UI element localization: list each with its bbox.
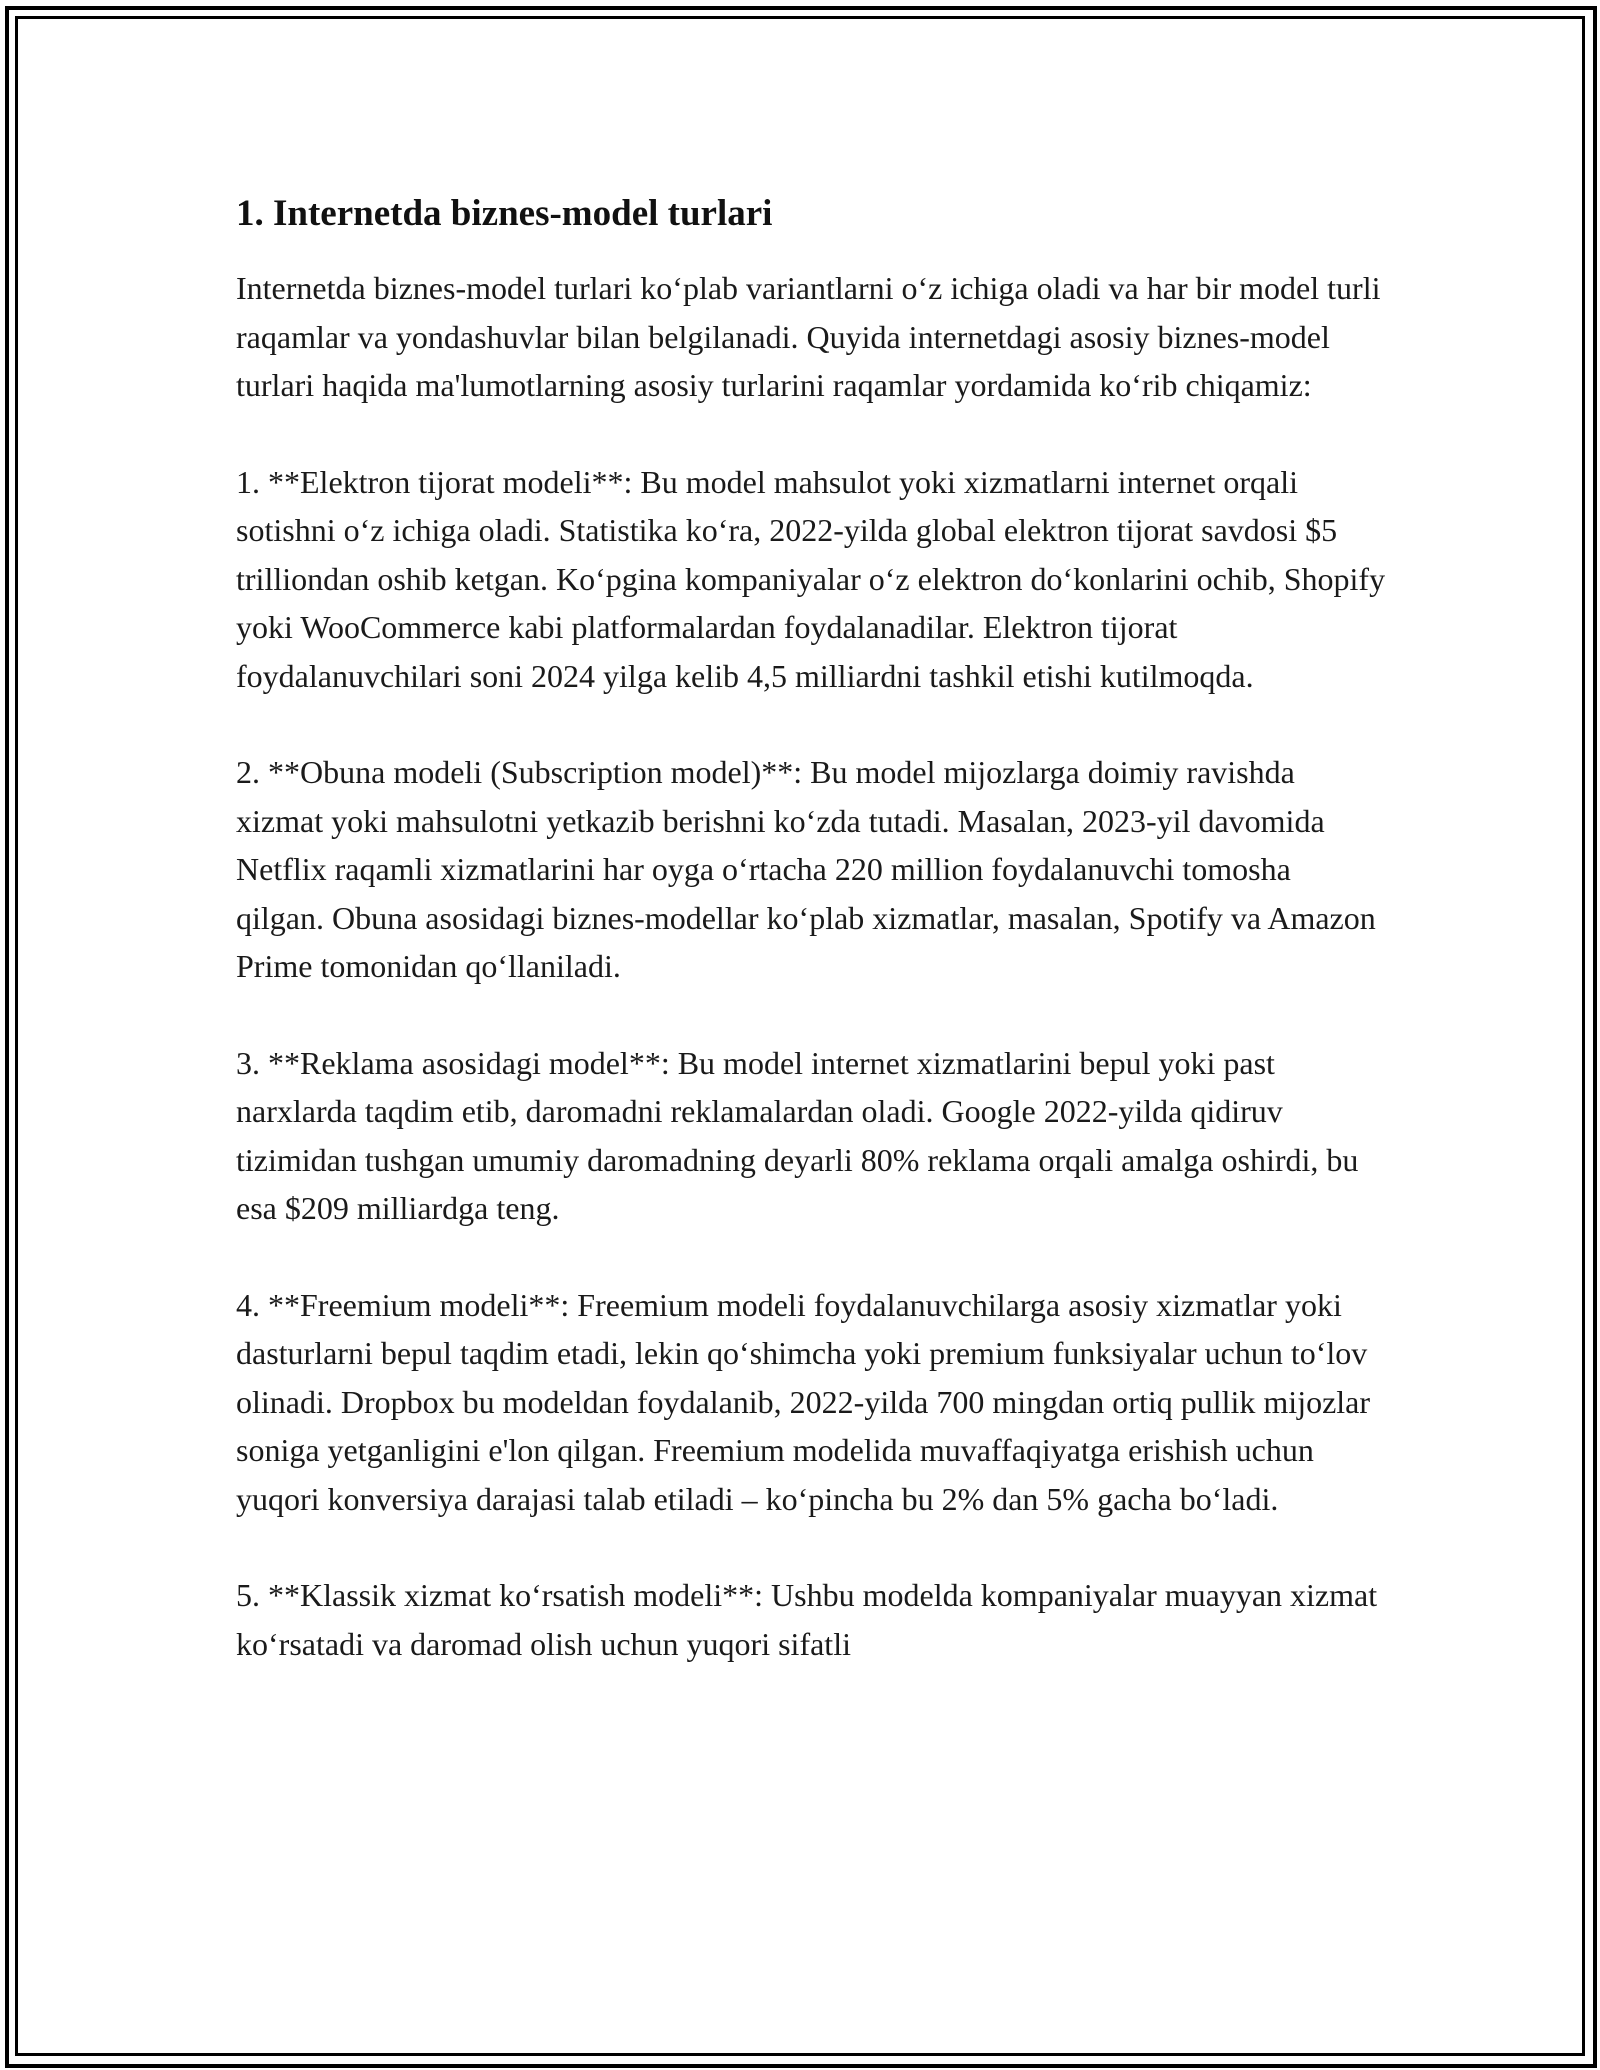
paragraph-freemium-model: 4. **Freemium modeli**: Freemium modeli foydalanuvchilarga asosiy xizmatlar yoki dasturlarni bepul taqdim etadi, lekin qo‘shimcha yoki premium funksiyalar uchun to‘lov olinadi. Dropbox bu modeldan foydalanib, 2022-yilda 700 mingdan ortiq pullik mijozlar soniga yetganligini e'lon qilgan. Freemium modelida muvaffaqiyatga erishish uchun yuqori konversiya darajasi talab etiladi – ko‘pincha bu 2% dan 5% gacha bo‘ladi. <box>236 1286 1371 1517</box>
document-body <box>236 186 1386 1716</box>
intro-paragraph: Internetda biznes-model turlari ko‘plab variantlarni o‘z ichiga oladi va har bir model turli raqamlar va yondashuvlar bilan belgilanadi. Quyida internetdagi asosiy biznes-model turlari haqida ma'lumotlarning asosiy turlarini raqamlar yordamida ko‘rib chiqamiz: <box>236 270 1381 403</box>
paragraph-ecommerce-model: 1. **Elektron tijorat modeli**: Bu model mahsulot yoki xizmatlarni internet orqali sotishni o‘z ichiga oladi. Statistika ko‘ra, 2022-yilda global elektron tijorat savdosi $5 trilliondan oshib ketgan. Ko‘pgina kompaniyalar o‘z elektron do‘konlarini ochib, Shopify yoki WooCommerce kabi platformalardan foydalanadilar. Elektron tijorat foydalanuvchilari soni 2024 yilga kelib 4,5 milliardni tashkil etishi kutilmoqda. <box>236 463 1386 694</box>
paragraph-advertising-model: 3. **Reklama asosidagi model**: Bu model internet xizmatlarini bepul yoki past narxlarda taqdim etib, daromadni reklamalardan oladi. Google 2022-yilda qidiruv tizimidan tushgan umumiy daromadning deyarli 80% reklama orqali amalga oshirdi, bu esa $209 milliardga teng. <box>236 1044 1359 1226</box>
section-heading: 1. Internetda biznes-model turlari <box>236 193 773 234</box>
paragraph-classic-service-model: 5. **Klassik xizmat ko‘rsatish modeli**: Ushbu modelda kompaniyalar muayyan xizmat ko‘rsatadi va daromad olish uchun yuqori sifatli <box>236 1577 1378 1662</box>
paragraph-subscription-model: 2. **Obuna modeli (Subscription model)**: Bu model mijozlarga doimiy ravishda xizmat yoki mahsulotni yetkazib berishni ko‘zda tutadi. Masalan, 2023-yil davomida Netflix raqamli xizmatlarini har oyga o‘rtacha 220 million foydalanuvchi tomosha qilgan. Obuna asosidagi biznes-modellar ko‘plab xizmatlar, masalan, Spotify va Amazon Prime tomonidan qo‘llaniladi. <box>236 754 1376 984</box>
